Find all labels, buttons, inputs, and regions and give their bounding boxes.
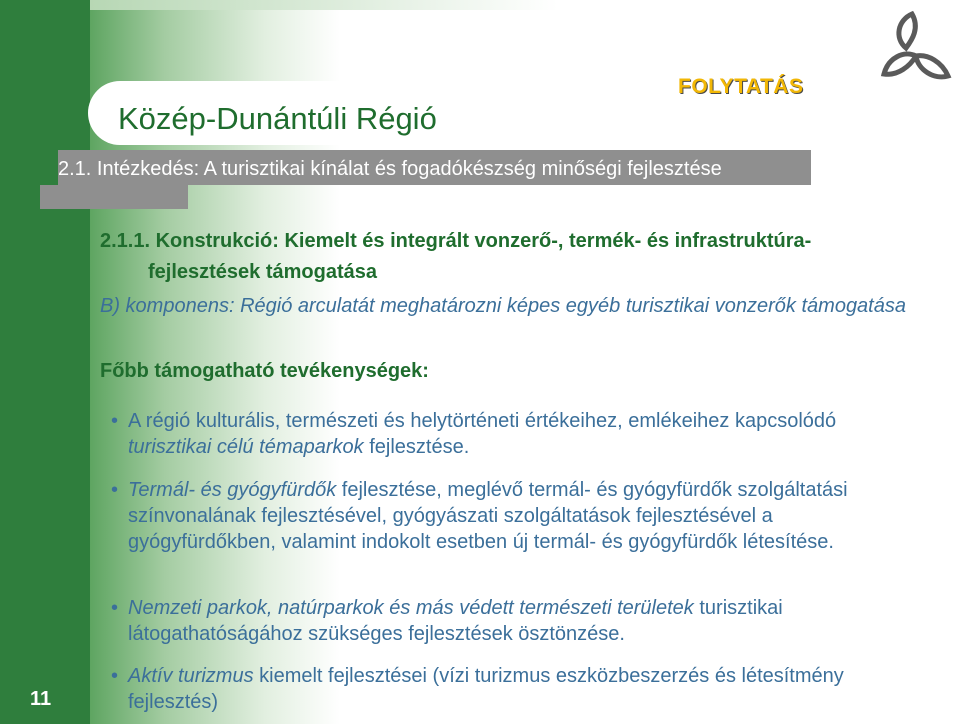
list-item-text: fejlesztése. [363,436,470,458]
list-item [111,595,888,647]
slide-title: Közép-Dunántúli Régió [118,101,437,136]
list-item [111,477,888,555]
continue-label[interactable]: FOLYTATÁS [678,75,804,98]
komponens-text: B) komponens: Régió arculatát meghatározni képes egyéb turisztikai vonzerők támogatása [100,295,906,317]
list-item-text: kiemelt fejlesztései (vízi turizmus eszközbeszerzés és létesítmény fejlesztés) [128,665,844,713]
section-heading [100,226,950,288]
list-item-text: A régió kulturális, természeti és helytörténeti értékeihez, emlékeihez kapcsolódó [128,410,837,432]
list-item [111,663,888,715]
bullet-dot: • [111,597,119,619]
list-item-text: fejlesztése, meglévő termál- és gyógyfürdők szolgáltatási színvonalának fejlesztésével, gyógyászati szolgáltatások fejlesztésével a gyógyfürdőkben, valamint indokolt esetben új termál- és gyógyfürdők létesítése. [128,479,848,553]
list-item-emphasis: Termál- és gyógyfürdők [128,479,337,501]
continue-link[interactable] [678,75,803,99]
page-number: 11 [30,688,52,710]
activities-heading: Főbb támogatható tevékenységek: [100,360,429,382]
bullet-dot: • [111,410,119,432]
section-heading-line1: 2.1.1. Konstrukció: Kiemelt és integrált vonzerő-, termék- és infrastruktúra- [100,230,812,252]
triple-leaf-logo-icon [872,4,956,93]
bullet-dot: • [111,479,119,501]
bullet-dot: • [111,665,119,687]
list-item-text: turisztikai látogathatóságához szükséges fejlesztések ösztönzése. [128,597,783,645]
section-heading-line2: fejlesztések támogatása [148,261,378,283]
left-green-band [0,0,90,724]
list-item-emphasis: Nemzeti parkok, natúrparkok és más védett természeti területek [128,597,694,619]
top-gradient-strip [90,0,870,10]
list-item-emphasis: turisztikai célú témaparkok [128,436,364,458]
subtitle-bar-tail [40,185,188,209]
list-item [111,408,888,460]
list-item-emphasis: Aktív turizmus [128,665,254,687]
slide-subtitle: 2.1. Intézkedés: A turisztikai kínálat és fogadókészség minőségi fejlesztése [58,158,722,180]
